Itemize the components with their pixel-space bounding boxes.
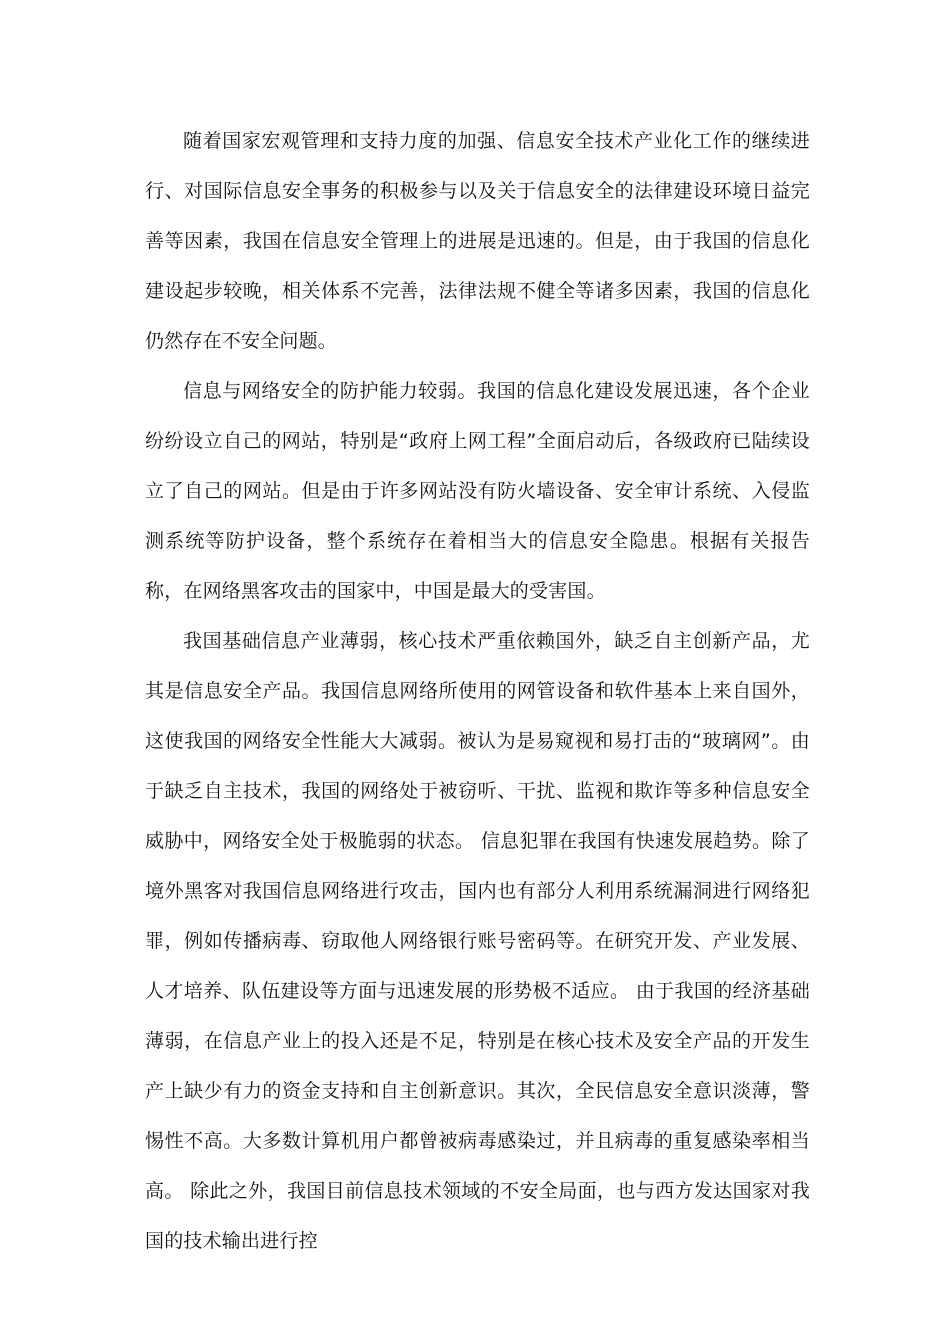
paragraph-3: 我国基础信息产业薄弱，核心技术严重依赖国外，缺乏自主创新产品，尤其是信息安全产品。我国信息网络所使用的网管设备和软件基本上来自国外，这使我国的网络安全性能大大减弱。被认为是易窥视和易打击的“玻璃网”。由于缺乏自主技术，我国的网络处于被窃听、干扰、监视和欺诈等多种信息安全威胁中，网络安全处于极脆弱的状态。 信息犯罪在我国有快速发展趋势。除了境外黑客对我国信息网络进行攻击，国内也有部分人利用系统漏洞进行网络犯罪，例如传播病毒、窃取他人网络银行账号密码等。在研究开发、产业发展、人才培养、队伍建设等方面与迅速发展的形势极不适应。 由于我国的经济基础薄弱，在信息产业上的投入还是不足，特别是在核心技术及安全产品的开发生产上缺少有力的资金支持和自主创新意识。其次，全民信息安全意识淡薄，警惕性不高。大多数计算机用户都曾被病毒感染过，并且病毒的重复感染率相当高。 除此之外，我国目前信息技术领域的不安全局面，也与西方发达国家对我国的技术输出进行控 bbox=[145, 630, 810, 1252]
paragraph-2: 信息与网络安全的防护能力较弱。我国的信息化建设发展迅速，各个企业纷纷设立自己的网站，特别是“政府上网工程”全面启动后，各级政府已陆续设立了自己的网站。但是由于许多网站没有防火墙设备、安全审计系统、入侵监测系统等防护设备，整个系统存在着相当大的信息安全隐患。根据有关报告称，在网络黑客攻击的国家中，中国是最大的受害国。 bbox=[145, 380, 810, 602]
paragraph-1: 随着国家宏观管理和支持力度的加强、信息安全技术产业化工作的继续进行、对国际信息安全事务的积极参与以及关于信息安全的法律建设环境日益完善等因素，我国在信息安全管理上的进展是迅速的。但是，由于我国的信息化建设起步较晚，相关体系不完善，法律法规不健全等诸多因素，我国的信息化仍然存在不安全问题。 bbox=[145, 130, 810, 352]
document-body bbox=[145, 116, 810, 1266]
